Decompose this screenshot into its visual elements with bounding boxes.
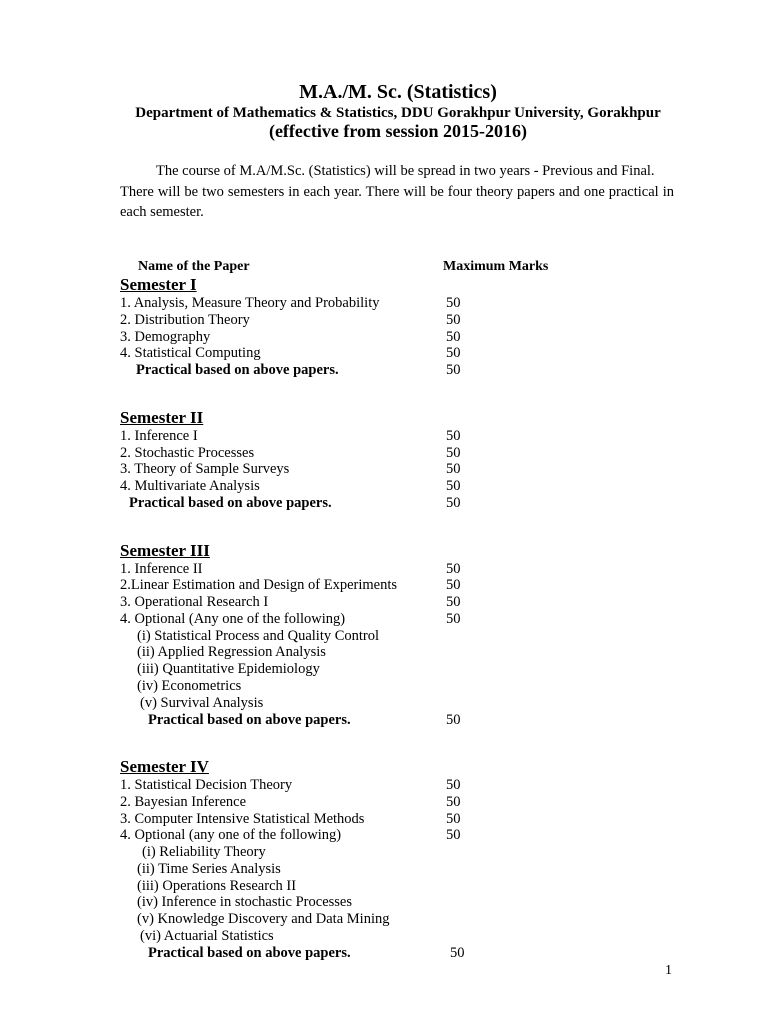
course-row: 2.Linear Estimation and Design of Experiments: [120, 577, 398, 593]
course-marks: 50: [446, 312, 461, 328]
course-row: 4. Optional (Any one of the following): [120, 611, 346, 627]
practical-marks: 50: [450, 945, 465, 961]
optional-item: (i) Reliability Theory: [142, 844, 266, 860]
intro-paragraph-1: The course of M.A/M.Sc. (Statistics) will be spread in two years - Previous and Final.: [156, 163, 655, 179]
optional-item: (iii) Operations Research II: [137, 878, 297, 894]
practical-marks: 50: [446, 495, 461, 511]
page-title: M.A./M. Sc. (Statistics): [299, 81, 497, 103]
course-row: 4. Multivariate Analysis: [120, 478, 260, 494]
course-row: 1. Statistical Decision Theory: [120, 777, 293, 793]
session-line: (effective from session 2015-2016): [268, 121, 528, 141]
intro-text: [120, 161, 674, 223]
semester-2-heading: Semester II: [120, 408, 204, 427]
column-header-marks: Maximum Marks: [443, 259, 549, 274]
practical-marks: 50: [446, 362, 461, 378]
course-marks: 50: [446, 811, 461, 827]
course-row: 3. Computer Intensive Statistical Methods: [120, 811, 365, 827]
optional-item: (vi) Actuarial Statistics: [140, 928, 274, 944]
optional-item: (iv) Inference in stochastic Processes: [137, 894, 353, 910]
optional-item: (ii) Applied Regression Analysis: [137, 644, 326, 660]
course-marks: 50: [446, 345, 461, 361]
course-row: 3. Demography: [120, 329, 211, 345]
semester-3-heading: Semester III: [120, 541, 210, 560]
course-marks: 50: [446, 777, 461, 793]
course-row: 2. Stochastic Processes: [120, 445, 255, 461]
practical-row: Practical based on above papers.: [129, 495, 332, 511]
optional-item: (v) Knowledge Discovery and Data Mining: [137, 911, 390, 927]
department-line: Department of Mathematics & Statistics, DDU Gorakhpur University, Gorakhpur: [135, 105, 661, 121]
course-row: 3. Operational Research I: [120, 594, 269, 610]
course-marks: 50: [446, 611, 461, 627]
course-marks: 50: [446, 329, 461, 345]
course-marks: 50: [446, 295, 461, 311]
course-row: 1. Inference I: [120, 428, 198, 444]
practical-row: Practical based on above papers.: [148, 945, 351, 961]
course-marks: 50: [446, 478, 461, 494]
intro-paragraph-2: There will be two semesters in each year. There will be four theory papers and one practical in each semester.: [120, 183, 674, 220]
practical-marks: 50: [446, 712, 461, 728]
practical-row: Practical based on above papers.: [148, 712, 351, 728]
course-marks: 50: [446, 445, 461, 461]
course-row: 4. Optional (any one of the following): [120, 827, 342, 843]
course-marks: 50: [446, 827, 461, 843]
course-marks: 50: [446, 594, 461, 610]
course-marks: 50: [446, 794, 461, 810]
practical-row: Practical based on above papers.: [136, 362, 339, 378]
course-marks: 50: [446, 561, 461, 577]
optional-item: (iii) Quantitative Epidemiology: [137, 661, 320, 677]
semester-1-heading: Semester I: [120, 275, 197, 294]
column-header-paper: Name of the Paper: [138, 259, 250, 274]
course-row: 2. Bayesian Inference: [120, 794, 247, 810]
course-row: 1. Inference II: [120, 561, 203, 577]
optional-item: (i) Statistical Process and Quality Control: [137, 628, 380, 644]
semester-4-heading: Semester IV: [120, 757, 209, 776]
course-row: 3. Theory of Sample Surveys: [120, 461, 290, 477]
course-marks: 50: [446, 461, 461, 477]
optional-item: (v) Survival Analysis: [140, 695, 264, 711]
course-row: 1. Analysis, Measure Theory and Probability: [120, 295, 380, 311]
optional-item: (ii) Time Series Analysis: [137, 861, 281, 877]
course-marks: 50: [446, 577, 461, 593]
course-marks: 50: [446, 428, 461, 444]
course-row: 4. Statistical Computing: [120, 345, 261, 361]
optional-item: (iv) Econometrics: [137, 678, 242, 694]
course-row: 2. Distribution Theory: [120, 312, 250, 328]
page-number: 1: [665, 963, 672, 978]
